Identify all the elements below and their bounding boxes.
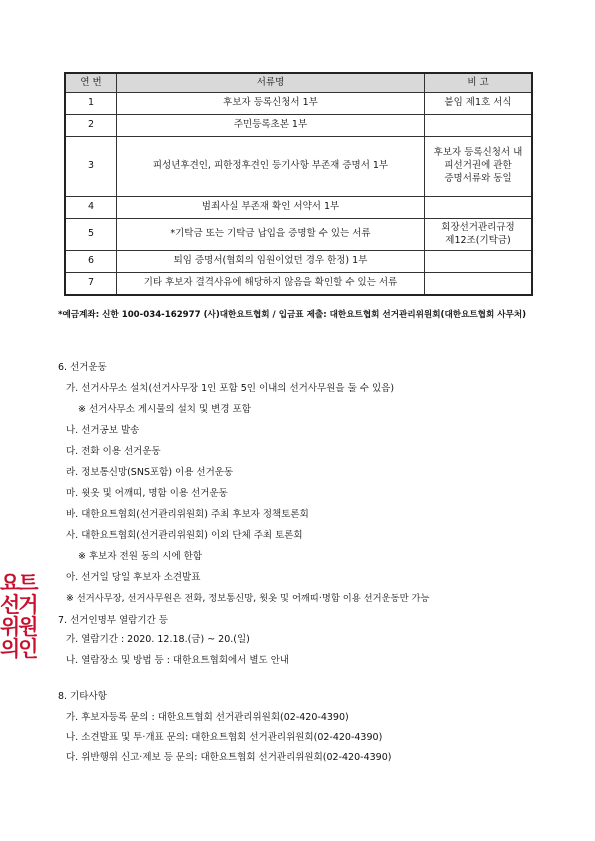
header-doc: 서류명 — [117, 73, 425, 93]
section-6-note: ※ 후보자 전원 동의 시에 한함 — [78, 551, 203, 562]
row-note — [425, 197, 533, 219]
row-no: 1 — [65, 93, 117, 115]
section-6-item: 다. 전화 이용 선거운동 — [66, 446, 161, 457]
section-8-title: 8. 기타사항 — [58, 691, 107, 702]
row-doc: 기타 후보자 결격사유에 해당하지 않음을 확인할 수 있는 서류 — [117, 273, 425, 295]
section-6-item: 사. 대한요트협회(선거관리위원회) 이외 단체 주최 토론회 — [66, 530, 303, 541]
row-doc: 퇴임 증명서(협회의 임원이었던 경우 한정) 1부 — [117, 251, 425, 273]
section-6-item: 나. 선거공보 발송 — [66, 425, 140, 436]
row-doc: 범죄사실 부존재 확인 서약서 1부 — [117, 197, 425, 219]
header-no: 연 번 — [65, 73, 117, 93]
stamp-line: 선거 — [0, 593, 37, 618]
section-6-item: 라. 정보통신망(SNS포함) 이용 선거운동 — [66, 467, 234, 478]
row-note: 회장선거관리규정 제12조(기탁금) — [425, 219, 533, 251]
row-doc: 피성년후견인, 피한정후견인 등기사항 부존재 증명서 1부 — [117, 137, 425, 197]
section-6-item: 마. 윗옷 및 어깨띠, 명함 이용 선거운동 — [66, 488, 228, 499]
row-note — [425, 251, 533, 273]
table-row — [65, 197, 532, 219]
table-row — [65, 93, 532, 115]
stamp-line: 의인 — [0, 637, 37, 662]
row-no: 7 — [65, 273, 117, 295]
stamp-line: 위원 — [0, 615, 37, 640]
table-row — [65, 273, 532, 295]
row-no: 6 — [65, 251, 117, 273]
section-7-item: 나. 열람장소 및 방법 등 : 대한요트협회에서 별도 안내 — [66, 655, 290, 666]
table-row — [65, 219, 532, 251]
table-row — [65, 251, 532, 273]
section-8-item: 나. 소견발표 및 투·개표 문의: 대한요트협회 선거관리위원회(02-420-4390) — [66, 732, 383, 743]
table-row — [65, 115, 532, 137]
section-7-title: 7. 선거인명부 열람기간 등 — [58, 615, 168, 626]
header-note: 비 고 — [425, 73, 533, 93]
row-note: 후보자 등록신청서 내 피선거권에 관한 증명서류와 동일 — [425, 137, 533, 197]
section-7-item: 가. 열람기간 : 2020. 12.18.(금) ~ 20.(일) — [66, 634, 250, 645]
row-no: 4 — [65, 197, 117, 219]
section-6-note: ※ 선거사무소 게시물의 설치 및 변경 포함 — [78, 404, 251, 415]
section-8-item: 가. 후보자등록 문의 : 대한요트협회 선거관리위원회(02-420-4390) — [66, 712, 349, 723]
row-note — [425, 115, 533, 137]
official-seal-stamp — [0, 572, 50, 660]
row-doc: *기탁금 또는 기탁금 납입을 증명할 수 있는 서류 — [117, 219, 425, 251]
section-6-title: 6. 선거운동 — [58, 362, 107, 373]
row-doc: 주민등록초본 1부 — [117, 115, 425, 137]
table-header-row — [65, 73, 532, 93]
row-no: 2 — [65, 115, 117, 137]
stamp-line: 요트 — [0, 571, 37, 595]
row-note — [425, 273, 533, 295]
section-6-item: 아. 선거일 당일 후보자 소견발표 — [66, 572, 201, 583]
required-documents-table — [64, 72, 533, 296]
section-8-item: 다. 위반행위 신고·제보 등 문의: 대한요트협회 선거관리위원회(02-420-4390) — [66, 752, 392, 763]
section-6-item: 바. 대한요트협회(선거관리위원회) 주최 후보자 정책토론회 — [66, 509, 309, 520]
table-row — [65, 137, 532, 197]
section-6-item: 가. 선거사무소 설치(선거사무장 1인 포함 5인 이내의 선거사무원을 둘 수 있음) — [66, 383, 395, 394]
payment-account-note: *예금계좌: 신한 100-034-162977 (사)대한요트협회 / 입금표 제출: 대한요트협회 선거관리위원회(대한요트협회 사무처) — [58, 310, 527, 320]
row-no: 3 — [65, 137, 117, 197]
row-doc: 후보자 등록신청서 1부 — [117, 93, 425, 115]
row-no: 5 — [65, 219, 117, 251]
section-6-note: ※ 선거사무장, 선거사무원은 전화, 정보통신망, 윗옷 및 어깨띠·명함 이용 선거운동만 가능 — [66, 593, 430, 604]
row-note: 붙임 제1호 서식 — [425, 93, 533, 115]
